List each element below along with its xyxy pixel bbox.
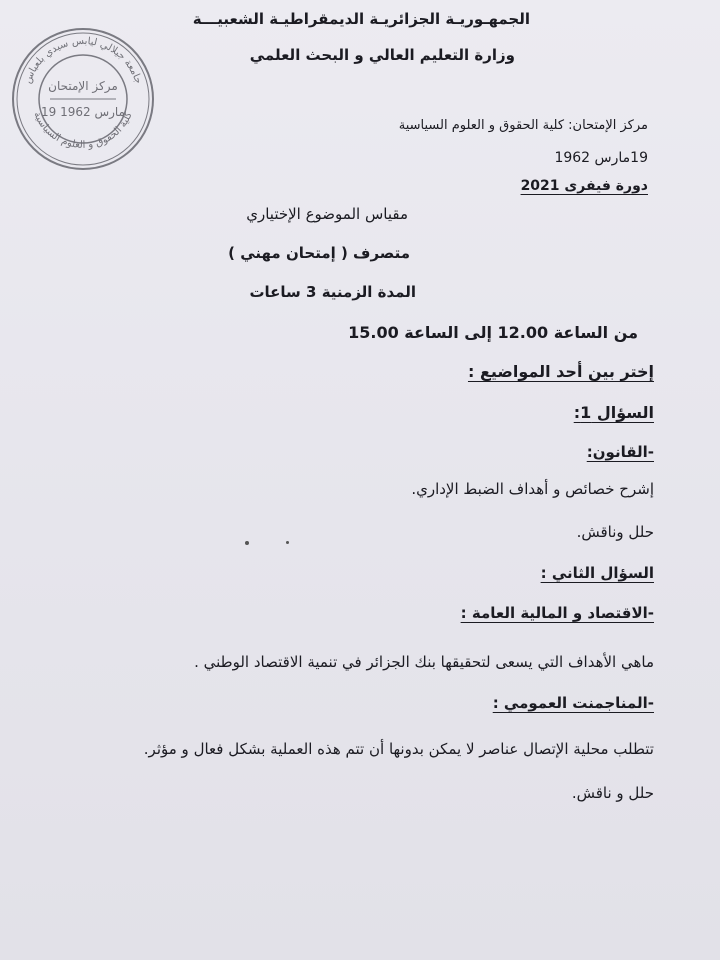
question2-topic1: -الاقتصاد و المالية العامة : [460, 604, 654, 622]
stamp-date: 19 مارس 1962 [41, 105, 125, 119]
question2-task: حلل و ناقش. [571, 784, 654, 802]
republic-header: الجمهـوريـة الجزائريـة الديمقراطيـة الشعبيـــة [192, 10, 530, 28]
question2-text1: ماهي الأهداف التي يسعى لتحقيقها بنك الجزائر في تنمية الاقتصاد الوطني . [194, 653, 654, 671]
stamp-university: جامعة جيلالي ليابس سيدي بلعباس [22, 35, 144, 86]
exam-type: متصرف ( إمتحان مهني ) [228, 244, 410, 262]
stamp-center: مركز الإمتحان [48, 79, 118, 93]
stamp-faculty: كلية الحقوق و العلوم السياسية [31, 110, 135, 151]
exam-time-range: من الساعة 12.00 إلى الساعة 15.00 [348, 323, 638, 342]
question1-topic: -القانون: [586, 443, 654, 461]
exam-session: دورة فيفرى 2021 [520, 178, 648, 194]
stamp-seal-icon [10, 26, 156, 172]
official-stamp [10, 26, 156, 172]
question2-text2: تتطلب محلية الإتصال عناصر لا يمكن بدونها أن تتم هذه العملية بشكل فعال و مؤثر. [143, 740, 654, 758]
question1-text: إشرح خصائص و أهداف الضبط الإداري. [411, 480, 654, 498]
exam-center-line: مركز الإمتحان: كلية الحقوق و العلوم السياسية [398, 118, 648, 133]
exam-center-name: 19مارس 1962 [554, 150, 648, 166]
instructions: إختر بين أحد المواضيع : [467, 362, 654, 381]
question2-title: السؤال الثاني : [540, 564, 654, 582]
question2-topic2: -المناجمنت العمومي : [492, 694, 654, 712]
question1-task: حلل وناقش. [576, 523, 654, 541]
paper-speck [245, 541, 249, 545]
module-title: مقياس الموضوع الإختياري [246, 205, 408, 223]
exam-duration: المدة الزمنية 3 ساعات [249, 283, 416, 301]
paper-speck [286, 541, 289, 544]
question1-title: السؤال 1: [573, 403, 654, 422]
ministry-header: وزارة التعليم العالي و البحث العلمي [249, 46, 515, 64]
